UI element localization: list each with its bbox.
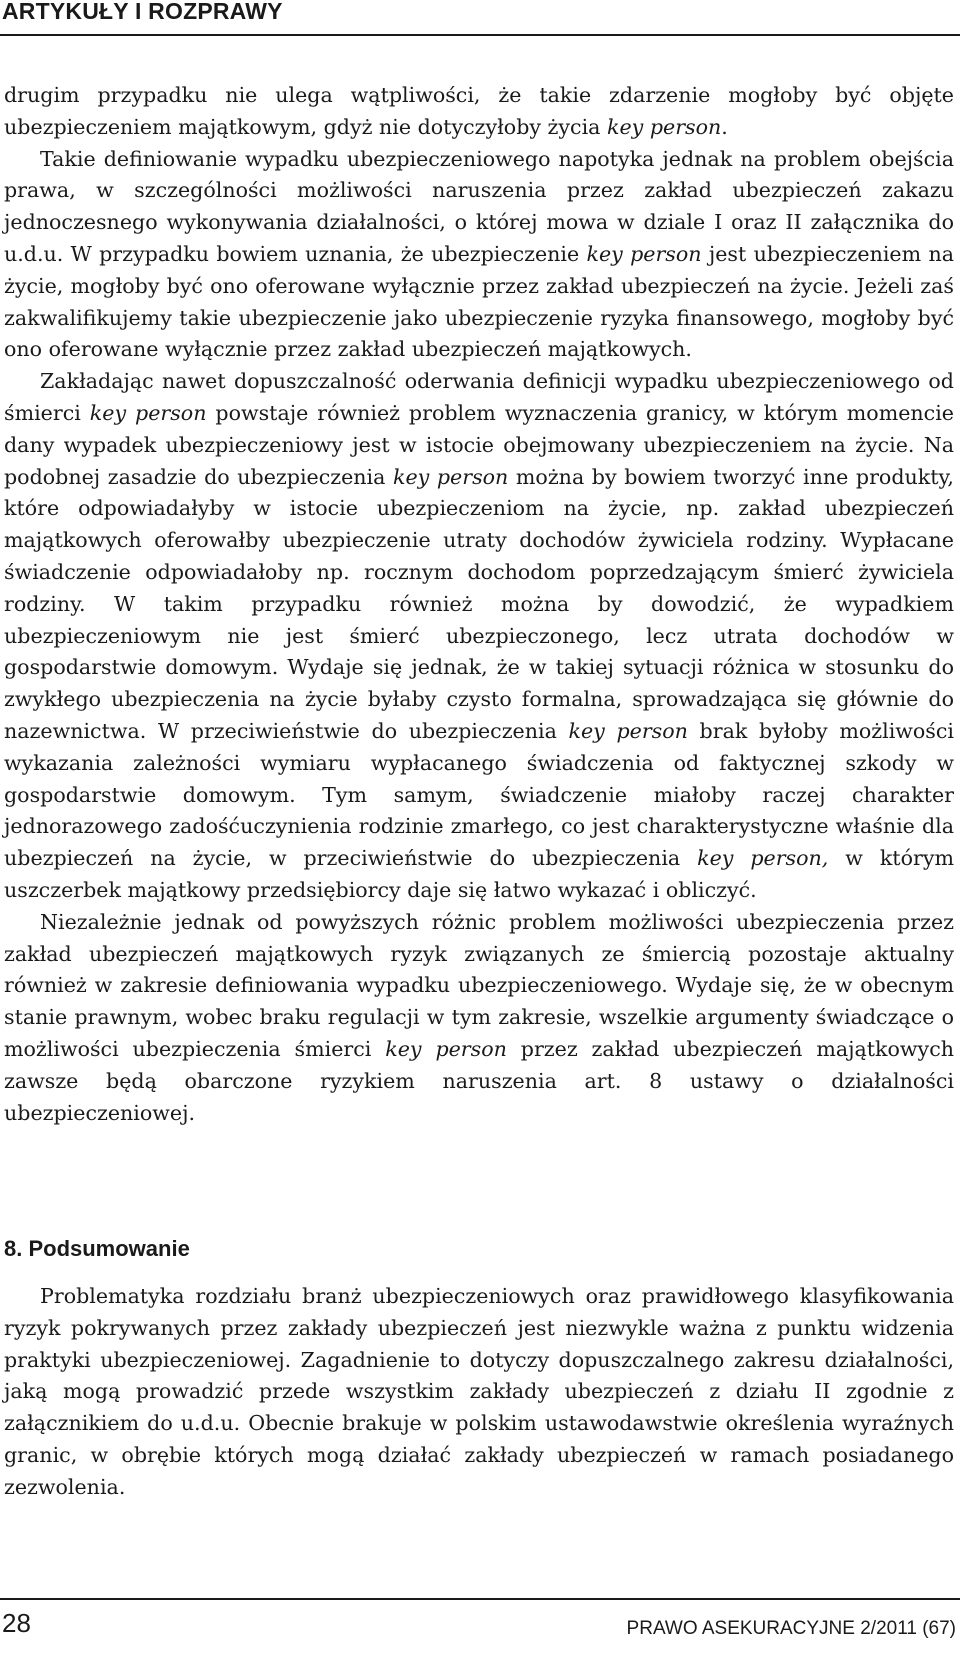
paragraph-1-text-b: . — [721, 114, 728, 139]
paragraph-3-text-b: powstaje również problem wyznaczenia granicy, w którym momencie dany wypadek ubezpieczeniowy jest w istocie obejmowany ubezpieczeniem na życie. Na podobnej zasadzie do ubezpieczenia — [4, 400, 954, 489]
paragraph-2-text-b: jest ubezpieczeniem na życie, mogłoby być ono oferowane wyłącznie przez zakład ubezpieczeń na życie. Jeżeli zaś zakwalifikujemy takie ubezpieczenie jako ubezpieczenie ryzyka finansowego, mogłoby być ono oferowane wyłącznie przez zakład ubezpieczeń majątkowych. — [4, 241, 954, 362]
summary-paragraph: Problematyka rozdziału branż ubezpieczeniowych oraz prawidłowego klasyfikowania ryzyk pokrywanych przez zakłady ubezpieczeń jest niezwykle ważna z punktu widzenia praktyki ubezpieczeniowej. Zagadnienie to dotyczy dopuszczalnego zakresu działalności, jaką mogą prowadzić przede wszystkim zakłady ubezpieczeń z działu II zgodnie z załącznikiem do u.d.u. Obecnie brakuje w polskim ustawodawstwie określenia wyraźnych granic, w obrębie których mogą działać zakłady ubezpieczeń w ramach posiadanego zezwolenia. — [4, 1284, 954, 1499]
paragraph-4-text-b: przez zakład ubezpieczeń majątkowych zawsze będą obarczone ryzykiem naruszenia art. 8 ustawy o działalności ubezpieczeniowej. — [4, 1036, 954, 1125]
article-body — [4, 80, 954, 1129]
paragraph-4-text-a: Niezależnie jednak od powyższych różnic problem możliwości ubezpieczenia przez zakład ubezpieczeń majątkowych ryzyk związanych ze śmiercią pozostaje aktualny również w zakresie definiowania wypadku ubezpieczeniowego. Wydaje się, że w obecnym stanie prawnym, wobec braku regulacji w tym zakresie, wszelkie argumenty świadczące o możliwości ubezpieczenia śmierci — [4, 909, 954, 1061]
paragraph-2 — [4, 144, 954, 367]
paragraph-3-text-c: można by bowiem tworzyć inne produkty, które odpowiadałyby w istocie ubezpieczeniom na życie, np. zakład ubezpieczeń majątkowych oferowałby ubezpieczenie utraty dochodów żywiciela rodziny. Wypłacane świadczenie odpowiadałoby np. rocznym dochodom poprzedzającym śmierć żywiciela rodziny. W takim przypadku również można by dowodzić, że wypadkiem ubezpieczeniowym nie jest śmierć ubezpieczonego, lecz utrata dochodów w gospodarstwie domowym. Wydaje się jednak, że w takiej sytuacji różnica w stosunku do zwykłego ubezpieczenia na życie byłaby czysto formalna, sprowadzająca się głównie do nazewnictwa. W przeciwieństwie do ubezpieczenia — [4, 464, 954, 743]
key-person-term: key person, — [697, 846, 829, 871]
page-number: 28 — [2, 1608, 31, 1638]
key-person-term: key person — [586, 241, 702, 266]
key-person-term: key person — [89, 400, 207, 425]
section-label: ARTYKUŁY I ROZPRAWY — [2, 0, 283, 24]
key-person-term: key person — [606, 114, 722, 139]
key-person-term: key person — [393, 464, 509, 489]
key-person-term: key person — [385, 1036, 507, 1061]
paragraph-1 — [4, 80, 954, 144]
summary-body — [4, 1281, 954, 1504]
footer-rule — [0, 1598, 960, 1600]
paragraph-4 — [4, 907, 954, 1130]
paragraph-3 — [4, 366, 954, 907]
key-person-term: key person — [568, 718, 688, 743]
paragraph-1-text-a: drugim przypadku nie ulega wątpliwości, że takie zdarzenie mogłoby być objęte ubezpieczeniem majątkowym, gdyż nie dotyczyłoby życia — [4, 83, 954, 139]
journal-title: PRAWO ASEKURACYJNE 2/2011 (67) — [626, 1618, 956, 1639]
header-rule — [0, 34, 960, 36]
page-footer — [0, 1598, 960, 1648]
section-heading: 8. Podsumowanie — [4, 1236, 190, 1261]
paragraph-3-text-e: w którym uszczerbek majątkowy przedsiębiorcy daje się łatwo wykazać i obliczyć. — [4, 846, 954, 902]
section-header — [0, 0, 960, 40]
paragraph-3-text-d: brak byłoby możliwości wykazania zależności wymiaru wypłacanego świadczenia od faktycznej szkody w gospodarstwie domowym. Tym samym, świadczenie miałoby raczej charakter jednorazowego zadośćuczynienia rodzinie zmarłego, co jest charakterystyczne właśnie dla ubezpieczeń na życie, w przeciwieństwie do ubezpieczenia — [4, 718, 954, 871]
paragraph-2-text-a: Takie definiowanie wypadku ubezpieczeniowego napotyka jednak na problem obejścia prawa, w szczególności możliwości naruszenia przez zakład ubezpieczeń zakazu jednoczesnego wykonywania działalności, o której mowa w dziale I oraz II załącznika do u.d.u. W przypadku bowiem uznania, że ubezpieczenie — [4, 146, 954, 266]
paragraph-3-text-a: Zakładając nawet dopuszczalność oderwania definicji wypadku ubezpieczeniowego od śmierci — [4, 369, 954, 425]
